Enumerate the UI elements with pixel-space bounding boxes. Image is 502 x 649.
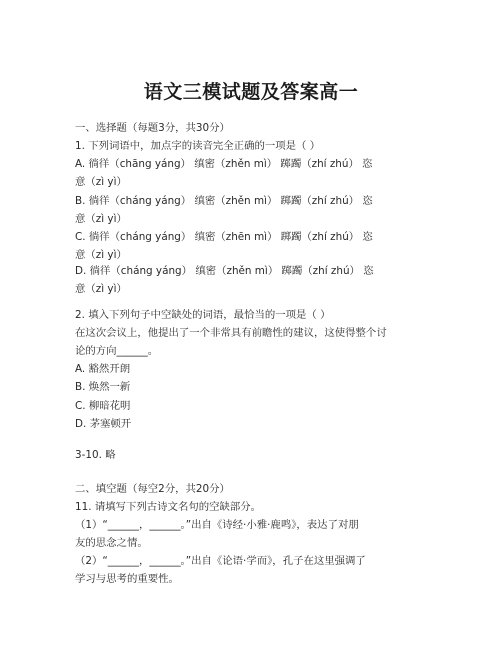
q2-sentence-line2: 论的方向______。	[75, 345, 159, 357]
q11-item2-line1: （2）“______，______。”出自《论语·学而》，孔子在这里强调了	[75, 555, 366, 567]
omitted-questions-note: 3-10. 略	[75, 449, 116, 461]
q2-option-c: C. 柳暗花明	[75, 400, 131, 412]
q1-option-b-line2: 意（zì yì）	[75, 213, 127, 225]
q2-option-a: A. 豁然开朗	[75, 363, 131, 375]
q2-option-b: B. 焕然一新	[75, 381, 131, 393]
q11-item1-line1: （1）“______，______。”出自《诗经·小雅·鹿鸣》，表达了对朋	[75, 519, 359, 531]
page-title: 语文三模试题及答案高一	[143, 81, 359, 103]
question-1-stem: 1. 下列词语中，加点字的读音完全正确的一项是（ ）	[75, 140, 321, 152]
question-2-stem: 2. 填入下列句子中空缺处的词语，最恰当的一项是（ ）	[75, 309, 331, 321]
q11-item2-line2: 学习与思考的重要性。	[75, 573, 179, 585]
q2-option-d: D. 茅塞顿开	[75, 418, 132, 430]
q1-option-a-line1: A. 徜徉（chāng yáng） 缜密（zhěn mì） 踯躅（zhí zhú） 恣	[75, 158, 373, 170]
q11-item1-line2: 友的思念之情。	[75, 537, 148, 549]
q1-option-d-line1: D. 徜徉（cháng yáng） 缜密（zhěn mì） 踯躅（zhí zhú） 恣	[75, 265, 374, 277]
q2-sentence-line1: 在这次会议上，他提出了一个非常具有前瞻性的建议，这使得整个讨	[75, 327, 387, 339]
question-11-stem: 11. 请填写下列古诗文名句的空缺部分。	[75, 501, 262, 513]
section1-heading: 一、选择题（每题3分，共30分）	[75, 122, 230, 134]
q1-option-c-line2: 意（zì yì）	[75, 249, 127, 261]
section2-heading: 二、填空题（每空2分，共20分）	[75, 483, 230, 495]
q1-option-b-line1: B. 徜徉（cháng yáng） 缜密（zhěn mì） 踯躅（zhí zhú） 恣	[75, 195, 373, 207]
q1-option-a-line2: 意（zì yì）	[75, 176, 127, 188]
q1-option-c-line1: C. 徜徉（cháng yáng） 缜密（zhēn mì） 踯躅（zhí zhú） 恣	[75, 231, 373, 243]
q1-option-d-line2: 意（zì yì）	[75, 283, 127, 295]
